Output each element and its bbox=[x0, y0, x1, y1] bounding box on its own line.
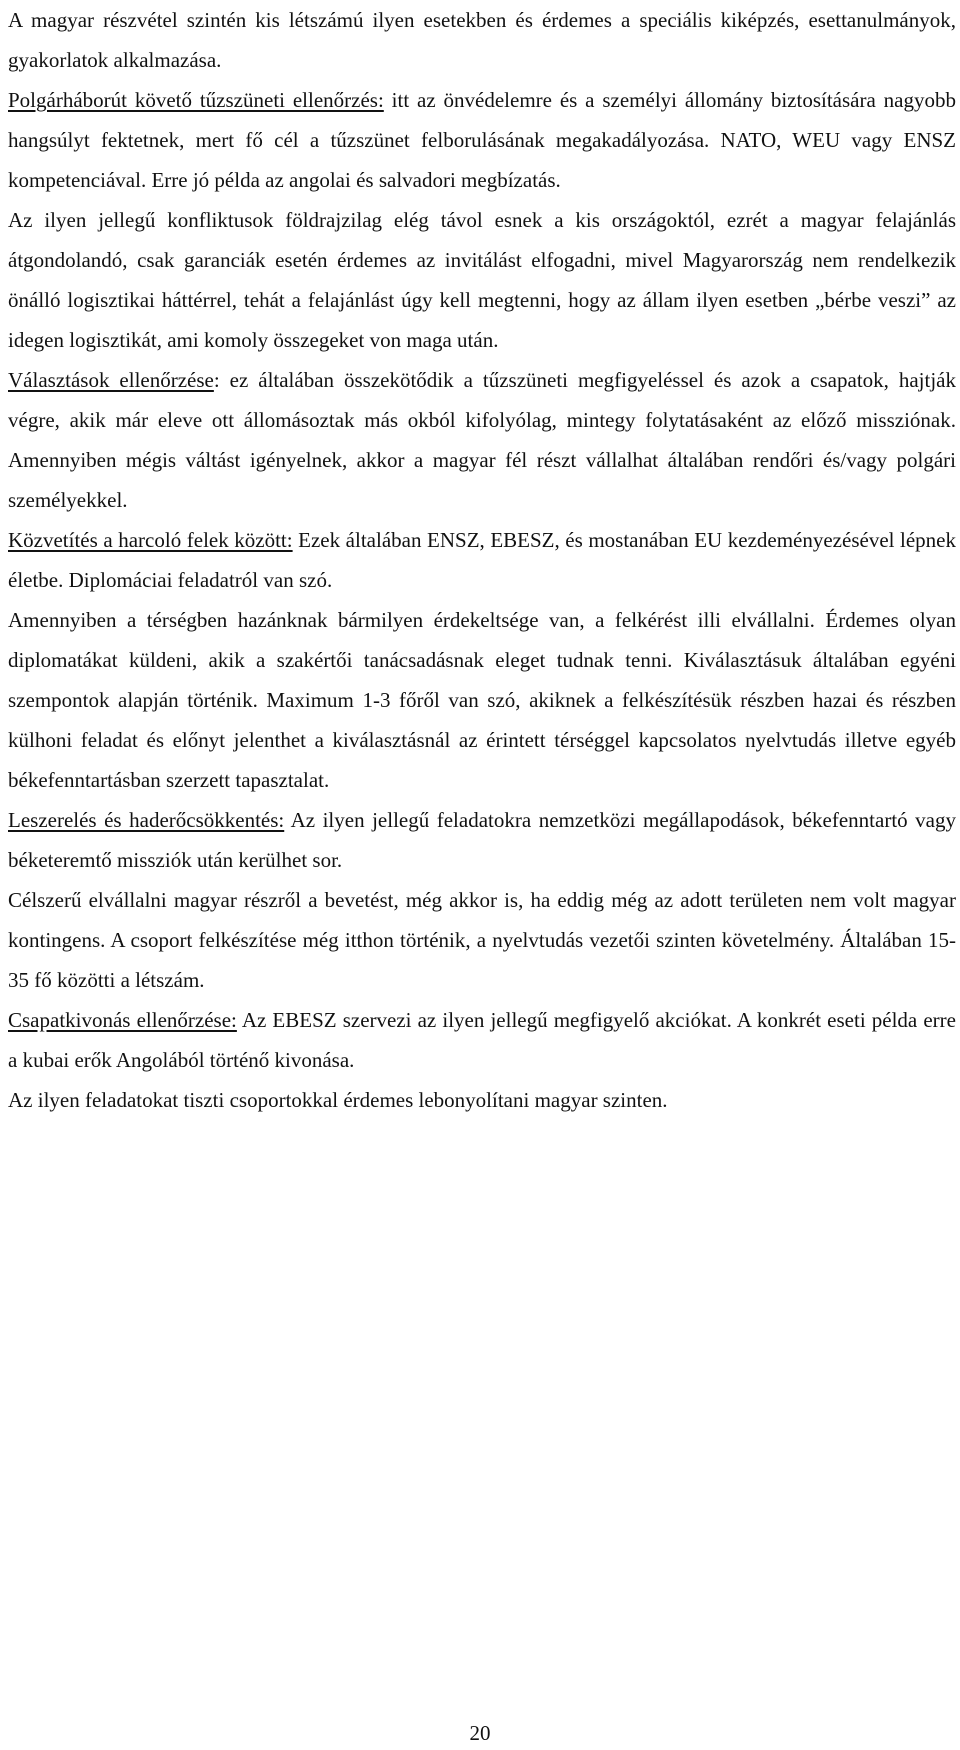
section-heading: Választások ellenőrzése bbox=[8, 368, 214, 392]
paragraph bbox=[8, 520, 956, 600]
paragraph bbox=[8, 200, 956, 360]
section-heading: Csapatkivonás ellenőrzése: bbox=[8, 1008, 237, 1032]
paragraph bbox=[8, 800, 956, 880]
paragraph bbox=[8, 80, 956, 200]
paragraph bbox=[8, 1000, 956, 1080]
paragraph-text: A magyar részvétel szintén kis létszámú ilyen esetekben és érdemes a speciális kiképzés, esettanulmányok, gyakorlatok alkalmazása. bbox=[8, 8, 956, 72]
section-heading: Polgárháborút követő tűzszüneti ellenőrzés: bbox=[8, 88, 384, 112]
paragraph bbox=[8, 880, 956, 1000]
section-heading: Közvetítés a harcoló felek között: bbox=[8, 528, 293, 552]
body-text bbox=[8, 0, 956, 1120]
paragraph bbox=[8, 360, 956, 520]
paragraph bbox=[8, 600, 956, 800]
paragraph bbox=[8, 0, 956, 80]
paragraph-text: Az EBESZ szervezi az ilyen jellegű megfigyelő akciókat. A konkrét eseti példa erre a kubai erők Angolából történő kivonása. bbox=[8, 1008, 956, 1072]
section-heading: Leszerelés és haderőcsökkentés: bbox=[8, 808, 285, 832]
paragraph-text: Ezek általában ENSZ, EBESZ, és mostanában EU kezdeményezésével lépnek életbe. Diplomáciai feladatról van szó. bbox=[8, 528, 957, 592]
paragraph-text: Az ilyen jellegű feladatokra nemzetközi megállapodások, békefenntartó vagy béketeremtő missziók után kerülhet sor. bbox=[8, 808, 956, 872]
paragraph-text: Az ilyen feladatokat tiszti csoportokkal érdemes lebonyolítani magyar szinten. bbox=[8, 1088, 668, 1112]
page-number: 20 bbox=[469, 1721, 491, 1745]
paragraph-text: Célszerű elvállalni magyar részről a bevetést, még akkor is, ha eddig még az adott területen nem volt magyar kontingens. A csoport felkészítése még itthon történik, a nyelvtudás vezetői szinten követelmény. Általában 15-35 fő közötti a létszám. bbox=[8, 888, 956, 992]
paragraph-text: itt az önvédelemre és a személyi állomány biztosítására nagyobb hangsúlyt fektetnek, mert fő cél a tűzszünet felborulásának megakadályozása. NATO, WEU vagy ENSZ kompetenciával. Erre jó példa az angolai és salvadori megbízatás. bbox=[8, 88, 956, 192]
paragraph-text: Amennyiben a térségben hazánknak bármilyen érdekeltsége van, a felkérést illi elvállalni. Érdemes olyan diplomatákat küldeni, akik a szakértői tanácsadásnak eleget tudnak tenni. Kiválasztásuk általában egyéni szempontok alapján történik. Maximum 1-3 főről van szó, akiknek a felkészítésük részben hazai és részben külhoni feladat és előnyt jelenthet a kiválasztásnál az érintett térséggel kapcsolatos nyelvtudás illetve egyéb békefenntartásban szerzett tapasztalat. bbox=[8, 608, 956, 792]
paragraph-text: Az ilyen jellegű konfliktusok földrajzilag elég távol esnek a kis országoktól, ezrét a magyar felajánlás átgondolandó, csak garanciák esetén érdemes az invitálást elfogadni, mivel Magyarország nem rendelkezik önálló logisztikai háttérrel, tehát a felajánlást úgy kell megtenni, hogy az állam ilyen esetben „bérbe veszi” az idegen logisztikát, ami komoly összegeket von maga után. bbox=[8, 208, 956, 352]
paragraph bbox=[8, 1080, 956, 1120]
paragraph-text: : ez általában összekötődik a tűzszüneti megfigyeléssel és azok a csapatok, hajtják végre, akik már eleve ott állomásoztak más okból kifolyólag, mintegy folytatásaként az előző missziónak. Amennyiben mégis váltást igényelnek, akkor a magyar fél részt vállalhat általában rendőri és/vagy polgári személyekkel. bbox=[8, 368, 956, 512]
